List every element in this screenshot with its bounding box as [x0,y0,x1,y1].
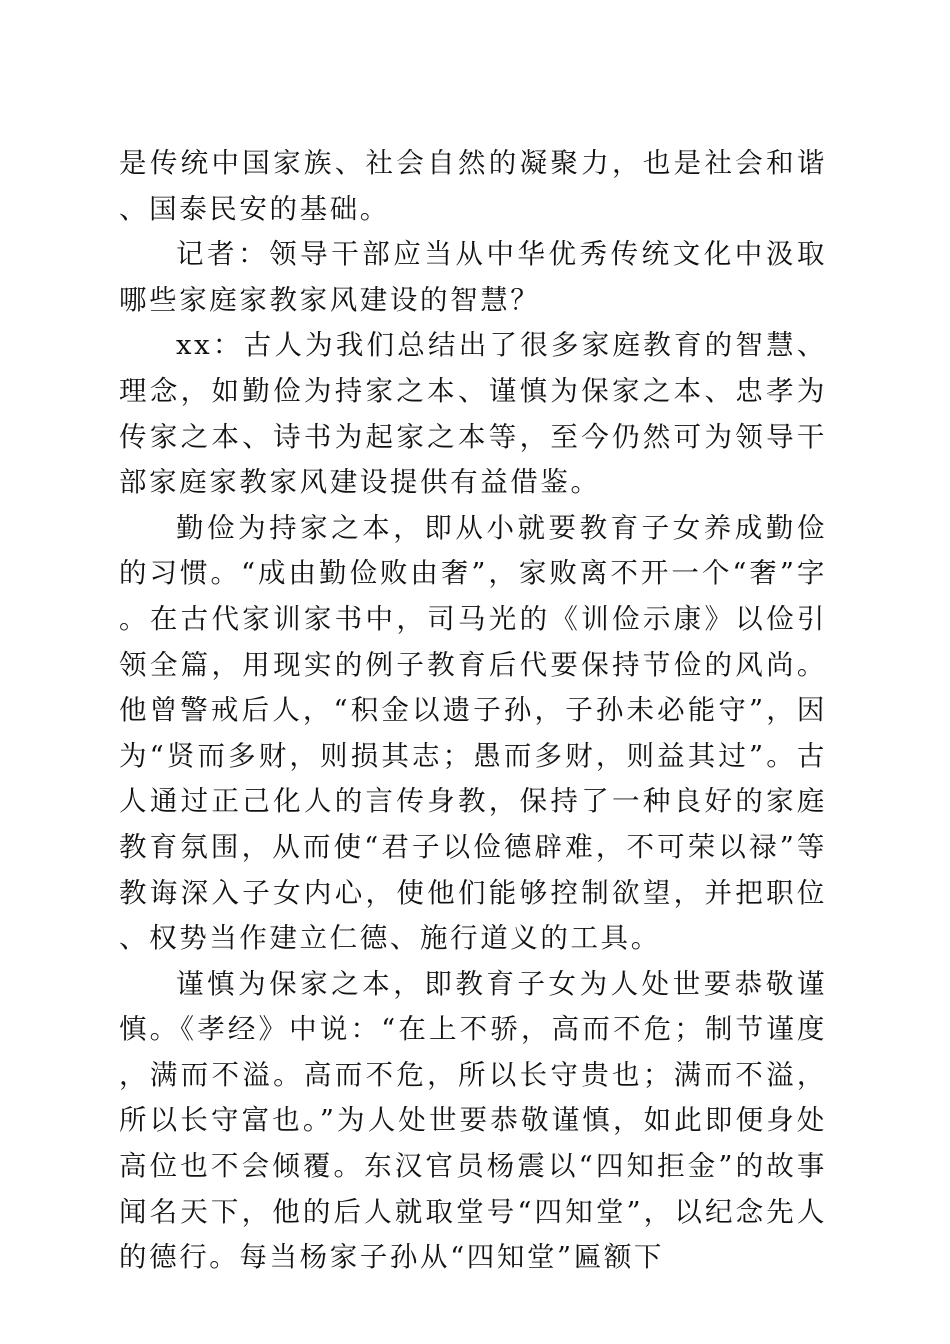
document-body [119,141,827,1281]
paragraph-1: 是传统中国家族、社会自然的凝聚力，也是社会和谐、国泰民安的基础。 [119,147,827,225]
paragraph-2: 记者：领导干部应当从中华优秀传统文化中汲取哪些家庭家教家风建设的智慧？ [119,238,827,316]
paragraph-3: xx：古人为我们总结出了很多家庭教育的智慧、理念，如勤俭为持家之本、谨慎为保家之本、忠孝为传家之本、诗书为起家之本等，至今仍然可为领导干部家庭家教家风建设提供有益借鉴。 [119,329,827,499]
paragraph-4: 勤俭为持家之本，即从小就要教育子女养成勤俭的习惯。“成由勤俭败由奢”，家败离不开一个“奢”字。在古代家训家书中，司马光的《训俭示康》以俭引领全篇，用现实的例子教育后代要保持节俭的风尚。他曾警戒后人，“积金以遗子孙，子孙未必能守”，因为“贤而多财，则损其志；愚而多财，则益其过”。古人通过正己化人的言传身教，保持了一种良好的家庭教育氛围，从而使“君子以俭德辟难，不可荣以禄”等教诲深入子女内心，使他们能够控制欲望，并把职位、权势当作建立仁德、施行道义的工具。 [119,511,827,955]
paragraph-5: 谨慎为保家之本，即教育子女为人处世要恭敬谨慎。《孝经》中说：“在上不骄，高而不危；制节谨度，满而不溢。高而不危，所以长守贵也；满而不溢，所以长守富也。”为人处世要恭敬谨慎，如此即便身处高位也不会倾覆。东汉官员杨震以“四知拒金”的故事闻名天下，他的后人就取堂号“四知堂”，以纪念先人的德行。每当杨家子孙从“四知堂”匾额下 [119,967,827,1274]
